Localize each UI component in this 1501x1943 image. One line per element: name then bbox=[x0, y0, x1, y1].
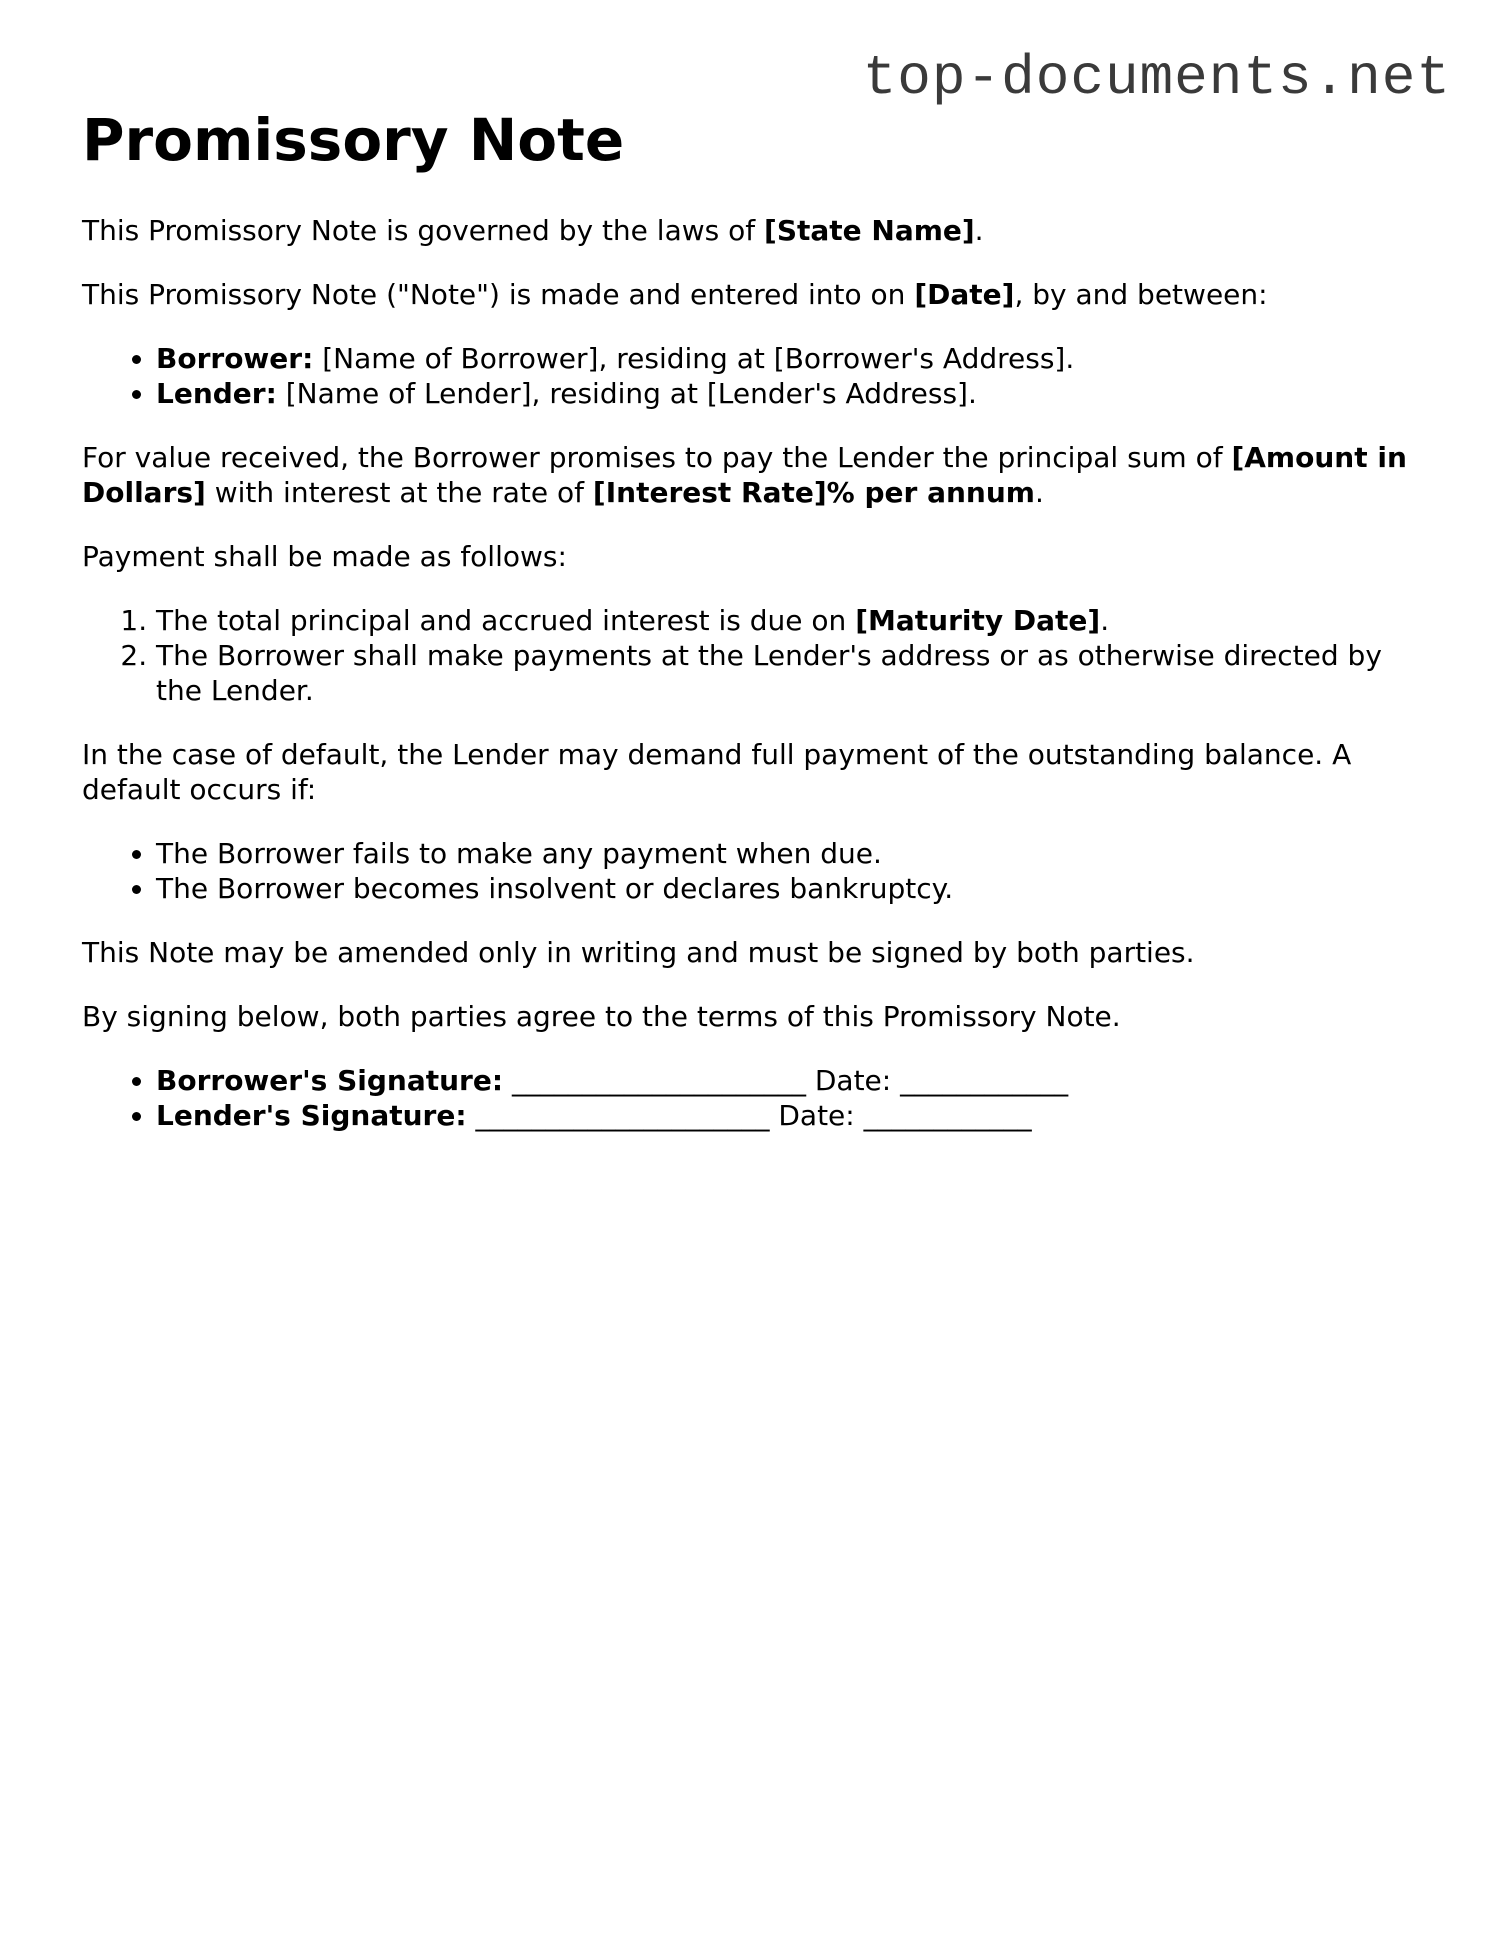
principal-paragraph bbox=[82, 440, 1422, 510]
default-condition: • The Borrower fails to make any payment when due. bbox=[156, 836, 1422, 871]
party-details: [Name of Lender], residing at [Lender's Address]. bbox=[276, 377, 977, 410]
default-conditions-list bbox=[82, 836, 1422, 906]
amount-placeholder: [Amount in Dollars] bbox=[82, 441, 1407, 509]
agreement-date-text: This Promissory Note ("Note") is made and entered into on bbox=[82, 278, 915, 311]
parties-list bbox=[82, 341, 1422, 411]
state-name-placeholder: [State Name] bbox=[764, 214, 975, 247]
party-label: Lender: bbox=[156, 377, 277, 410]
signature-line: _____________________ Date: ____________ bbox=[503, 1064, 1069, 1097]
principal-mid-text: with interest at the rate of bbox=[205, 476, 593, 509]
signatures-list bbox=[82, 1063, 1422, 1133]
signature-label: Lender's Signature: bbox=[156, 1099, 467, 1132]
agreement-date-end: , by and between: bbox=[1014, 278, 1268, 311]
default-condition: • The Borrower becomes insolvent or declares bankruptcy. bbox=[156, 871, 1422, 906]
party-lender bbox=[156, 376, 1422, 411]
governing-law-paragraph bbox=[82, 213, 1422, 248]
governing-law-text: This Promissory Note is governed by the laws of bbox=[82, 214, 765, 247]
watermark-site-name: top-documents.net bbox=[862, 46, 1451, 110]
default-paragraph: In the case of default, the Lender may demand full payment of the outstanding balance. A default occurs if: bbox=[82, 738, 1352, 806]
governing-law-end: . bbox=[974, 214, 984, 247]
party-label: Borrower: bbox=[156, 342, 314, 375]
agreement-date-paragraph bbox=[82, 277, 1422, 312]
signature-borrower bbox=[156, 1063, 1422, 1098]
document-body bbox=[82, 213, 1422, 1162]
amendment-paragraph: This Note may be amended only in writing and must be signed by both parties. bbox=[82, 936, 1195, 969]
signing-intro-paragraph: By signing below, both parties agree to the terms of this Promissory Note. bbox=[82, 1000, 1121, 1033]
principal-end: . bbox=[1034, 476, 1044, 509]
maturity-date-placeholder: [Maturity Date] bbox=[855, 604, 1101, 637]
party-borrower bbox=[156, 341, 1422, 376]
interest-rate-placeholder: [Interest Rate]% per annum bbox=[592, 476, 1035, 509]
principal-text: For value received, the Borrower promises to pay the Lender the principal sum of bbox=[82, 441, 1232, 474]
party-details: [Name of Borrower], residing at [Borrower's Address]. bbox=[313, 342, 1075, 375]
signature-label: Borrower's Signature: bbox=[156, 1064, 504, 1097]
signature-line: _____________________ Date: ____________ bbox=[466, 1099, 1032, 1132]
payment-term-end: . bbox=[1100, 604, 1110, 637]
date-placeholder: [Date] bbox=[914, 278, 1015, 311]
payment-term-maturity bbox=[156, 603, 1422, 638]
document-title: Promissory Note bbox=[82, 106, 625, 174]
payment-term-text: The total principal and accrued interest is due on bbox=[156, 604, 856, 637]
payment-term-location: 2. The Borrower shall make payments at the Lender's address or as otherwise directed by the Lender. bbox=[156, 638, 1422, 708]
payment-terms-list bbox=[82, 603, 1422, 708]
payment-intro-paragraph: Payment shall be made as follows: bbox=[82, 540, 567, 573]
signature-lender bbox=[156, 1098, 1422, 1133]
